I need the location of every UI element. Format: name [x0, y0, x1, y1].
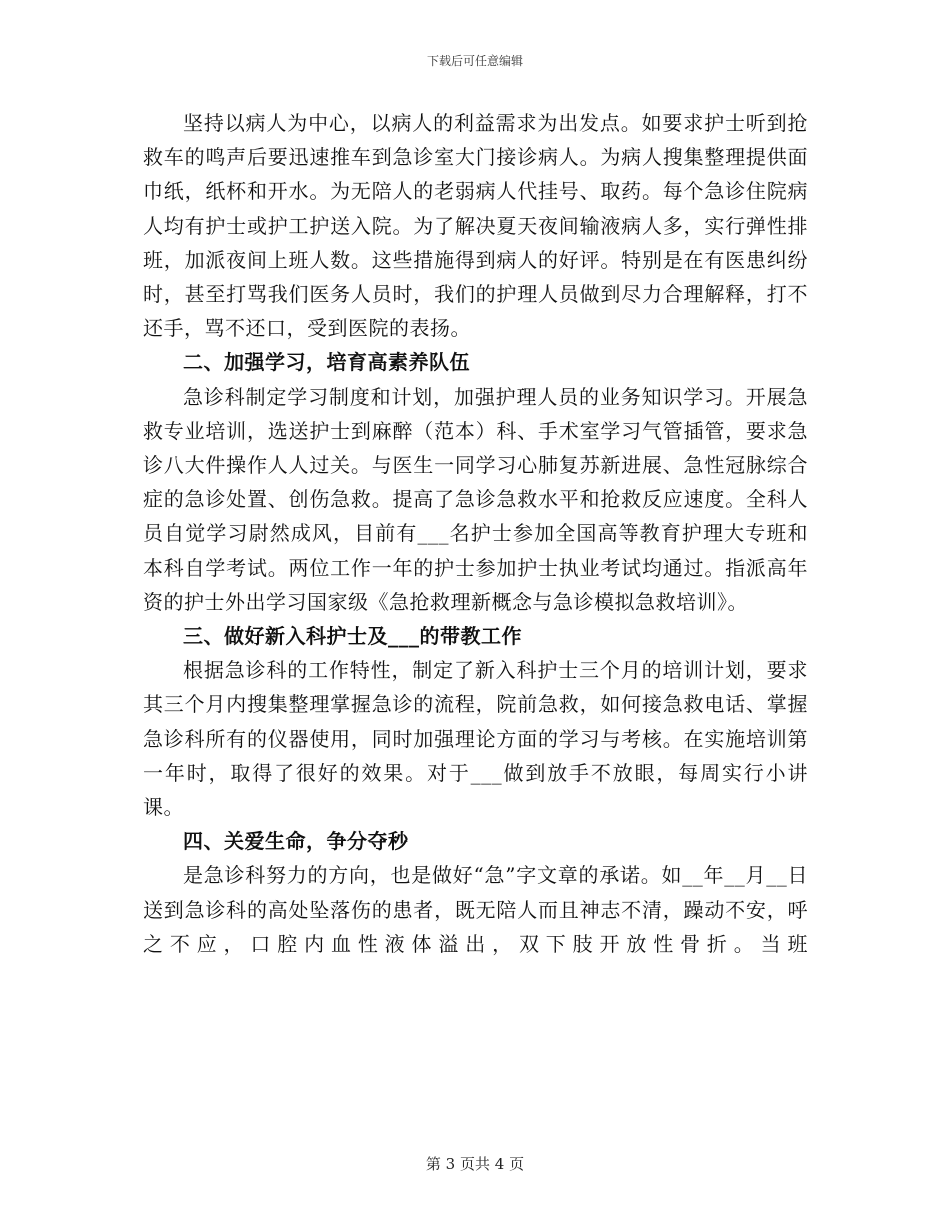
- page-header: 下载后可任意编辑: [426, 54, 523, 68]
- paragraph-learning: 急诊科制定学习制度和计划，加强护理人员的业务知识学习。开展急救专业培训，选送护士到麻醉（范本）科、手术室学习气管插管，要求急诊八大件操作人人过关。与医生一同学习心肺复苏新进展、急性冠脉综合症的急诊处置、创伤急救。提高了急诊急救水平和抢救反应速度。全科人员自觉学习尉然成风，目前有___名护士参加全国高等教育护理大专班和本科自学考试。两位工作一年的护士参加护士执业考试均通过。指派高年资的护士外出学习国家级《急抢救理新概念与急诊模拟急救培训》。: [143, 384, 808, 614]
- section-heading-2: 二、加强学习，培育高素养队伍: [183, 350, 470, 375]
- page-footer: 第 3 页共 4 页: [425, 1155, 525, 1173]
- paragraph-care-for-life: 是急诊科努力的方向，也是做好“急”字文章的承诺。如__年__月__日送到急诊科的高处坠落伤的患者，既无陪人而且神志不清，躁动不安，呼之不应，口腔内血性液体溢出，双下肢开放性骨折。当班: [143, 863, 808, 956]
- paragraph-patient-centered: 坚持以病人为中心，以病人的利益需求为出发点。如要求护士听到抢救车的鸣声后要迅速推车到急诊室大门接诊病人。为病人搜集整理提供面巾纸，纸杯和开水。为无陪人的老弱病人代挂号、取药。每个急诊住院病人均有护士或护工护送入院。为了解决夏天夜间输液病人多，实行弹性排班，加派夜间上班人数。这些措施得到病人的好评。特别是在有医患纠纷时，甚至打骂我们医务人员时，我们的护理人员做到尽力合理解释，打不还手，骂不还口，受到医院的表扬。: [143, 111, 808, 341]
- document-body: [143, 106, 808, 961]
- paragraph-training: 根据急诊科的工作特性，制定了新入科护士三个月的培训计划，要求其三个月内搜集整理掌握急诊的流程，院前急救，如何接急救电话、掌握急诊科所有的仪器使用，同时加强理论方面的学习与考核。在实施培训第一年时，取得了很好的效果。对于___做到放手不放眼，每周实行小讲课。: [143, 658, 808, 820]
- section-heading-3: 三、做好新入科护士及___的带教工作: [183, 624, 522, 649]
- section-heading-4: 四、关爱生命，争分夺秒: [183, 829, 409, 854]
